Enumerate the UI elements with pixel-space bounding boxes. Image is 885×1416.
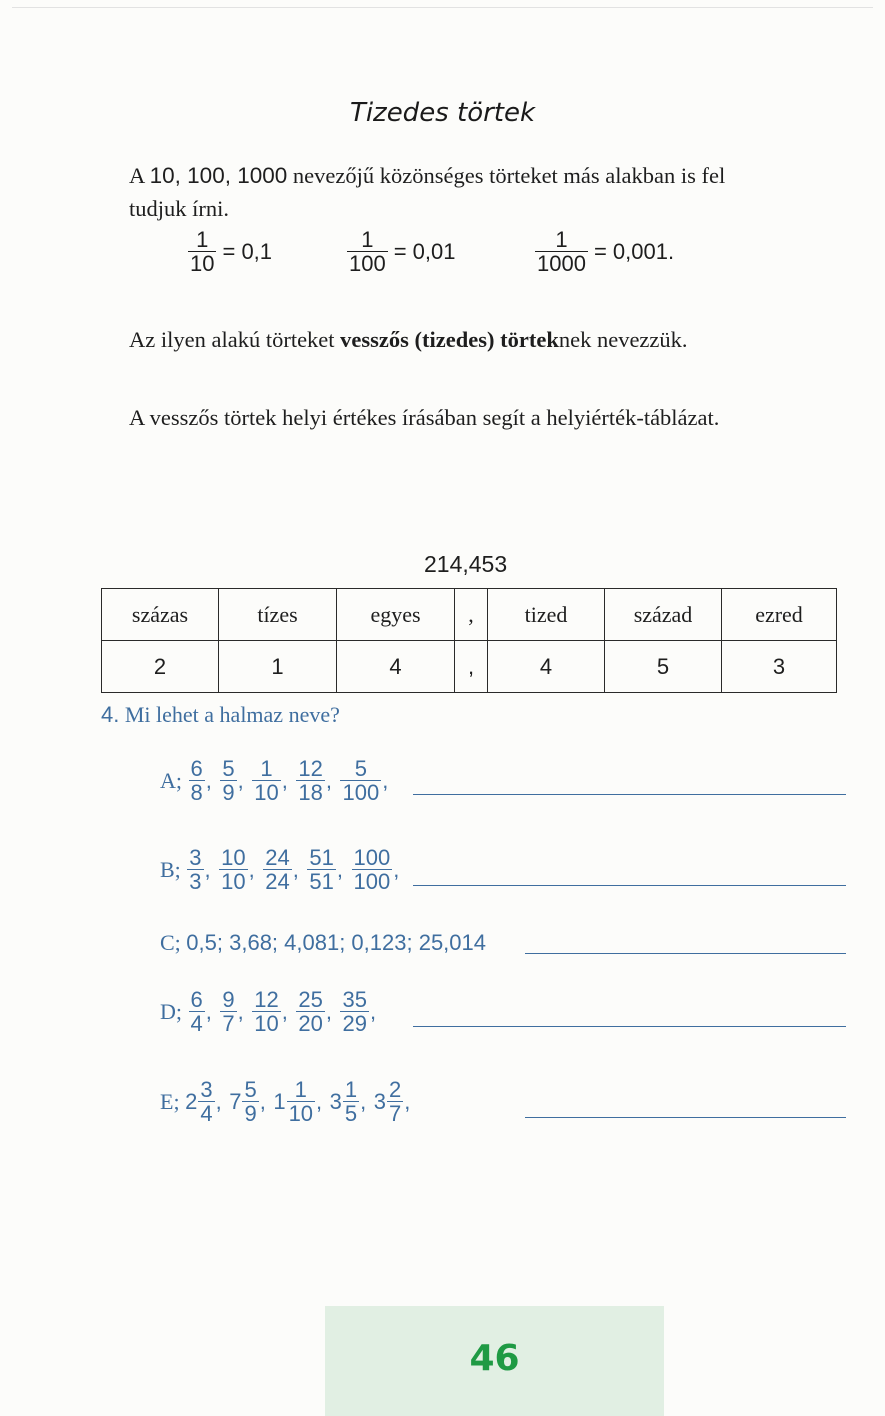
value-tized: 4 <box>488 641 605 693</box>
definition-bold-term: vesszős (tizedes) törtek <box>340 327 559 352</box>
eq3-numerator: 1 <box>555 227 568 252</box>
mixed-whole: 2 <box>185 1089 198 1115</box>
eq2-value: = 0,01 <box>393 239 456 265</box>
option-b: B; $\frac{3}{3}$ , $\frac{10}{10}$ , $\frac{24}{24}$ , $\frac{51}{51}$ , $\frac{100}{100}$ , <box>160 845 400 895</box>
fraction-numerator: 35 <box>342 987 367 1012</box>
fraction-denominator: 51 <box>309 869 334 895</box>
table-value-row <box>102 641 837 693</box>
option-c-label: C; <box>160 929 181 955</box>
option-c-values: 0,5; 3,68; 4,081; 0,123; 25,014 <box>186 929 486 955</box>
fraction-denominator: 4 <box>200 1101 213 1127</box>
fraction-denominator: 9 <box>222 780 235 806</box>
answer-line-a[interactable] <box>413 794 846 795</box>
value-tizes: 1 <box>219 641 337 693</box>
exercise-question <box>101 702 340 728</box>
header-comma: , <box>455 589 488 641</box>
fraction-numerator: 6 <box>190 987 203 1012</box>
eq2-denominator: 100 <box>349 251 386 277</box>
eq3-value: = 0,001. <box>593 239 675 265</box>
value-comma: , <box>455 641 488 693</box>
mixed-whole: 3 <box>373 1089 387 1115</box>
fraction-numerator: 1 <box>260 756 273 781</box>
option-e-label: E; <box>160 1089 180 1115</box>
option-a: A; $\frac{6}{8}$ , $\frac{5}{9}$ , $\frac{1}{10}$ , $\frac{12}{18}$ , $\frac{5}{100}$ , <box>160 756 389 806</box>
exercise-number: 4. <box>101 702 120 727</box>
value-szazad: 5 <box>605 641 722 693</box>
eq1-numerator: 1 <box>196 227 209 252</box>
eq1-value: = 0,1 <box>222 239 273 265</box>
fraction-numerator: 5 <box>222 756 235 781</box>
place-value-table <box>101 588 837 693</box>
example-number: 214,453 <box>424 551 508 577</box>
option-d-label: D; <box>160 999 182 1025</box>
fraction-numerator: 3 <box>200 1077 213 1102</box>
mixed-whole: 3 <box>329 1089 342 1115</box>
equation-1 <box>186 228 272 276</box>
header-tized: tized <box>488 589 605 641</box>
header-egyes: egyes <box>337 589 455 641</box>
definition-before: Az ilyen alakú törteket <box>129 327 341 352</box>
fraction-numerator: 1 <box>344 1077 358 1102</box>
fraction-numerator: 3 <box>189 845 202 870</box>
fraction-numerator: 1 <box>294 1077 307 1102</box>
fraction-numerator: 51 <box>309 845 334 870</box>
exercise-question-text: Mi lehet a halmaz neve? <box>119 702 340 727</box>
page-number: 46 <box>469 1338 520 1379</box>
option-b-label: B; <box>160 857 181 883</box>
fraction-denominator: 24 <box>265 869 290 895</box>
header-tizes: tízes <box>219 589 337 641</box>
page-number-box <box>325 1306 664 1416</box>
header-szazas: százas <box>102 589 219 641</box>
option-e: E; 2 $\frac{3}{4}$ , 7 $\frac{5}{9}$ , 1 $\frac{1}{10}$ , 3 $\frac{1}{5}$ , 3 $\frac{2}{7}$ , <box>160 1077 411 1127</box>
eq1-denominator: 10 <box>190 251 215 277</box>
fraction-denominator: 10 <box>221 869 246 895</box>
fraction-denominator: 29 <box>342 1011 367 1037</box>
eq2-numerator: 1 <box>361 227 374 252</box>
header-ezred: ezred <box>722 589 837 641</box>
answer-line-b[interactable] <box>413 885 846 886</box>
equation-3 <box>533 228 674 276</box>
helper-sentence: A vesszős törtek helyi értékes írásában segít a helyiérték-táblázat. <box>129 405 720 430</box>
fraction-denominator: 9 <box>244 1101 257 1127</box>
equation-2 <box>345 228 456 276</box>
fraction-denominator: 8 <box>190 780 203 806</box>
fraction-numerator: 9 <box>222 987 235 1012</box>
fraction-denominator: 100 <box>353 869 391 895</box>
fraction-denominator: 7 <box>222 1011 235 1037</box>
table-header-row <box>102 589 837 641</box>
intro-text-a: A <box>129 163 150 188</box>
fraction-denominator: 7 <box>389 1101 402 1127</box>
fraction-numerator: 5 <box>354 756 367 781</box>
fraction-numerator: 12 <box>254 987 279 1012</box>
fraction-denominator: 4 <box>190 1011 203 1037</box>
fraction-denominator: 5 <box>344 1101 358 1127</box>
intro-paragraph <box>129 159 725 192</box>
mixed-whole: 1 <box>273 1089 286 1115</box>
fraction-denominator: 3 <box>189 869 202 895</box>
answer-line-e[interactable] <box>525 1117 846 1118</box>
intro-line2: tudjuk írni. <box>129 196 229 221</box>
header-szazad: század <box>605 589 722 641</box>
fraction-denominator: 20 <box>298 1011 323 1037</box>
mixed-whole: 7 <box>229 1089 242 1115</box>
answer-line-d[interactable] <box>413 1026 846 1027</box>
eq3-denominator: 1000 <box>537 251 586 277</box>
fraction-denominator: 100 <box>342 780 380 806</box>
fraction-numerator: 2 <box>389 1077 402 1102</box>
fraction-numerator: 6 <box>190 756 203 781</box>
fraction-denominator: 10 <box>288 1101 314 1127</box>
fraction-denominator: 18 <box>298 780 323 806</box>
definition-after: nek nevezzük. <box>558 327 688 352</box>
intro-numbers: 10, 100, 1000 <box>149 163 288 188</box>
definition-sentence <box>129 323 688 356</box>
option-a-label: A; <box>160 768 182 794</box>
fraction-numerator: 12 <box>298 756 323 781</box>
value-szazas: 2 <box>102 641 219 693</box>
fraction-denominator: 10 <box>254 1011 279 1037</box>
fraction-denominator: 10 <box>254 780 279 806</box>
fraction-numerator: 5 <box>244 1077 257 1102</box>
top-border-line <box>12 7 873 8</box>
value-egyes: 4 <box>337 641 455 693</box>
fraction-numerator: 25 <box>298 987 323 1012</box>
intro-text-b: nevezőjű közönséges törteket más alakban is fel <box>287 163 726 188</box>
fraction-numerator: 10 <box>221 845 246 870</box>
option-d: D; $\frac{6}{4}$ , $\frac{9}{7}$ , $\frac{12}{10}$ , $\frac{25}{20}$ , $\frac{35}{29}$ , <box>160 987 377 1037</box>
page-title: Tizedes törtek <box>349 98 536 128</box>
answer-line-c[interactable] <box>525 953 846 954</box>
value-ezred: 3 <box>722 641 837 693</box>
fraction-numerator: 100 <box>353 845 391 870</box>
fraction-numerator: 24 <box>265 845 290 870</box>
option-c <box>160 928 486 956</box>
